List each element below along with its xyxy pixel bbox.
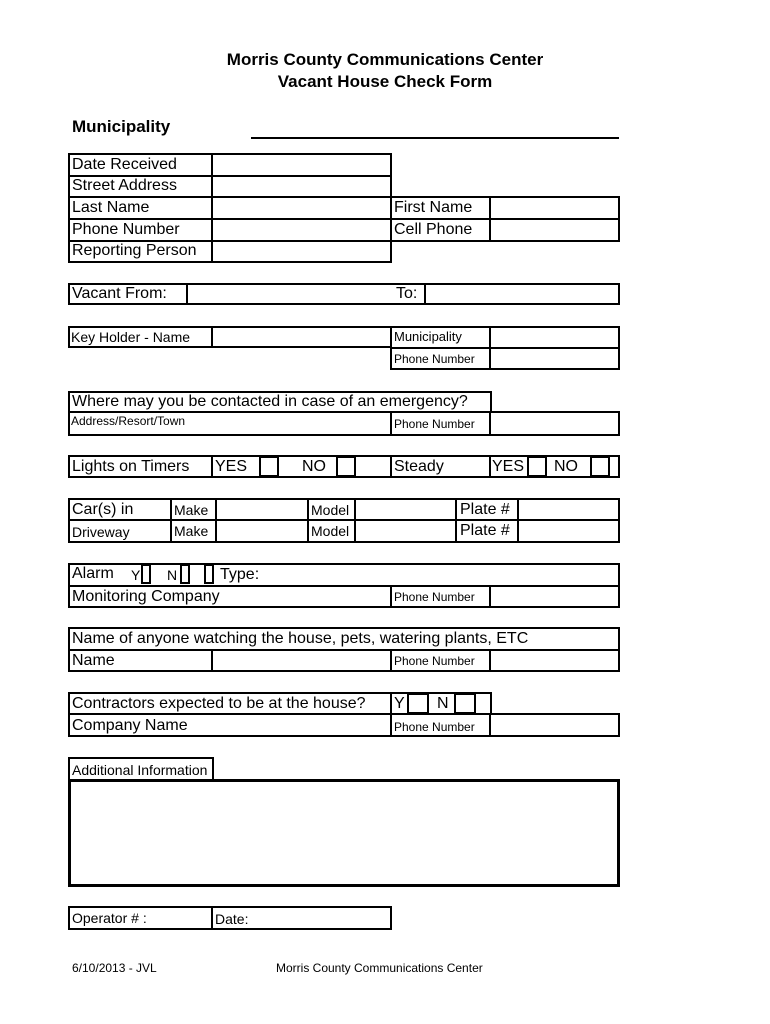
cars-in-label: Car(s) in [72, 501, 134, 518]
alarm-y-checkbox[interactable] [141, 564, 151, 584]
emergency-phone-field[interactable] [491, 413, 618, 434]
street-address-label: Street Address [72, 177, 177, 194]
watcher-phone-field[interactable] [491, 651, 618, 670]
lights-on-timers-label: Lights on Timers [72, 458, 190, 475]
watcher-phone-label: Phone Number [394, 654, 475, 668]
footer-date: 6/10/2013 - JVL [72, 961, 157, 975]
car1-model-field[interactable] [356, 500, 453, 518]
alarm-n-label: N [167, 567, 178, 583]
contractor-phone-field[interactable] [491, 715, 618, 735]
alarm-y-label: Y [131, 567, 141, 583]
municipality-line[interactable] [251, 137, 619, 139]
monitoring-phone-label: Phone Number [394, 590, 475, 604]
steady-no-checkbox[interactable] [590, 456, 610, 477]
reporting-person-label: Reporting Person [72, 242, 197, 259]
car2-make-label: Make [174, 523, 209, 539]
steady-yes-label: YES [492, 458, 525, 475]
car2-model-field[interactable] [356, 521, 453, 541]
reporting-person-field[interactable] [213, 242, 389, 261]
alarm-label: Alarm [72, 565, 114, 582]
operator-label: Operator # : [72, 910, 147, 926]
watcher-name-label: Name [72, 652, 115, 669]
additional-info-textarea[interactable] [68, 779, 620, 887]
company-name-label: Company Name [72, 717, 188, 734]
key-holder-phone-field[interactable] [491, 349, 618, 368]
vacant-to-field[interactable] [426, 285, 618, 303]
monitoring-company-label: Monitoring Company [72, 588, 220, 605]
emergency-question: Where may you be contacted in case of an emergency? [72, 393, 468, 410]
additional-info-label: Additional Information [72, 762, 208, 778]
vacant-from-field[interactable] [188, 285, 388, 303]
date-received-field[interactable] [213, 155, 389, 174]
operator-number-field[interactable] [158, 908, 209, 928]
alarm-type-field[interactable] [268, 566, 618, 584]
footer-center-text: Morris County Communications Center [276, 961, 483, 975]
contractors-y-label: Y [394, 695, 405, 712]
lights-no-checkbox[interactable] [336, 456, 356, 477]
first-name-field[interactable] [491, 198, 618, 217]
car2-plate-field[interactable] [519, 521, 618, 541]
date-received-label: Date Received [72, 156, 177, 173]
alarm-extra-checkbox[interactable] [204, 564, 214, 584]
key-holder-name-field[interactable] [213, 328, 389, 346]
contractors-question: Contractors expected to be at the house? [72, 695, 366, 712]
key-holder-phone-label: Phone Number [394, 352, 475, 366]
col-divider [390, 649, 392, 672]
car2-make-field[interactable] [217, 521, 305, 541]
alarm-type-label: Type: [220, 566, 260, 583]
car1-plate-label: Plate # [460, 501, 510, 518]
col-divider [390, 411, 392, 436]
first-name-label: First Name [394, 199, 473, 216]
contractor-phone-label: Phone Number [394, 720, 475, 734]
cell-phone-field[interactable] [491, 220, 618, 240]
form-subtitle: Vacant House Check Form [277, 72, 493, 91]
alarm-n-checkbox[interactable] [180, 564, 190, 584]
col-divider [390, 455, 392, 478]
cell-phone-label: Cell Phone [394, 221, 473, 238]
driveway-label: Driveway [72, 524, 130, 540]
car1-make-field[interactable] [217, 500, 305, 518]
monitoring-company-field[interactable] [230, 587, 388, 606]
watcher-name-field[interactable] [213, 651, 389, 670]
form-title: Morris County Communications Center [226, 50, 544, 69]
vacant-from-label: Vacant From: [72, 285, 167, 302]
col-divider [390, 585, 392, 608]
car1-model-label: Model [311, 502, 350, 518]
car2-model-label: Model [311, 523, 350, 539]
lights-yes-label: YES [215, 458, 248, 475]
steady-yes-checkbox[interactable] [527, 456, 547, 477]
monitoring-phone-field[interactable] [491, 587, 618, 606]
municipality-label: Municipality [72, 117, 171, 136]
car1-plate-field[interactable] [519, 500, 618, 518]
operator-date-label: Date: [215, 911, 249, 927]
col-divider [455, 498, 457, 543]
company-name-field[interactable] [200, 715, 388, 735]
street-address-field[interactable] [213, 177, 389, 195]
contractors-y-checkbox[interactable] [407, 693, 429, 714]
phone-number-field[interactable] [213, 220, 389, 239]
car1-make-label: Make [174, 502, 209, 518]
phone-number-label: Phone Number [72, 221, 180, 238]
operator-date-field[interactable] [255, 908, 390, 928]
steady-no-label: NO [554, 458, 578, 475]
lights-yes-checkbox[interactable] [259, 456, 279, 477]
emergency-address-field[interactable] [70, 428, 388, 434]
col-divider [390, 713, 392, 737]
col-divider [170, 498, 172, 543]
col-divider [390, 692, 392, 715]
lights-no-label: NO [302, 458, 326, 475]
col-divider [307, 498, 309, 543]
car2-plate-label: Plate # [460, 522, 510, 539]
steady-label: Steady [394, 458, 444, 475]
emergency-address-label: Address/Resort/Town [71, 414, 186, 428]
key-holder-municipality-label: Municipality [394, 329, 462, 344]
col-divider [211, 906, 213, 930]
vacant-to-label: To: [396, 285, 418, 302]
col-divider [489, 455, 491, 478]
watcher-question: Name of anyone watching the house, pets, watering plants, ETC [72, 630, 529, 647]
last-name-field[interactable] [213, 198, 389, 217]
contractors-n-label: N [437, 695, 449, 712]
key-holder-name-label: Key Holder - Name [71, 329, 191, 345]
emergency-phone-label: Phone Number [394, 417, 475, 431]
last-name-label: Last Name [72, 199, 150, 216]
contractors-n-checkbox[interactable] [454, 693, 476, 714]
key-holder-municipality-field[interactable] [491, 328, 618, 346]
col-divider [211, 455, 213, 478]
